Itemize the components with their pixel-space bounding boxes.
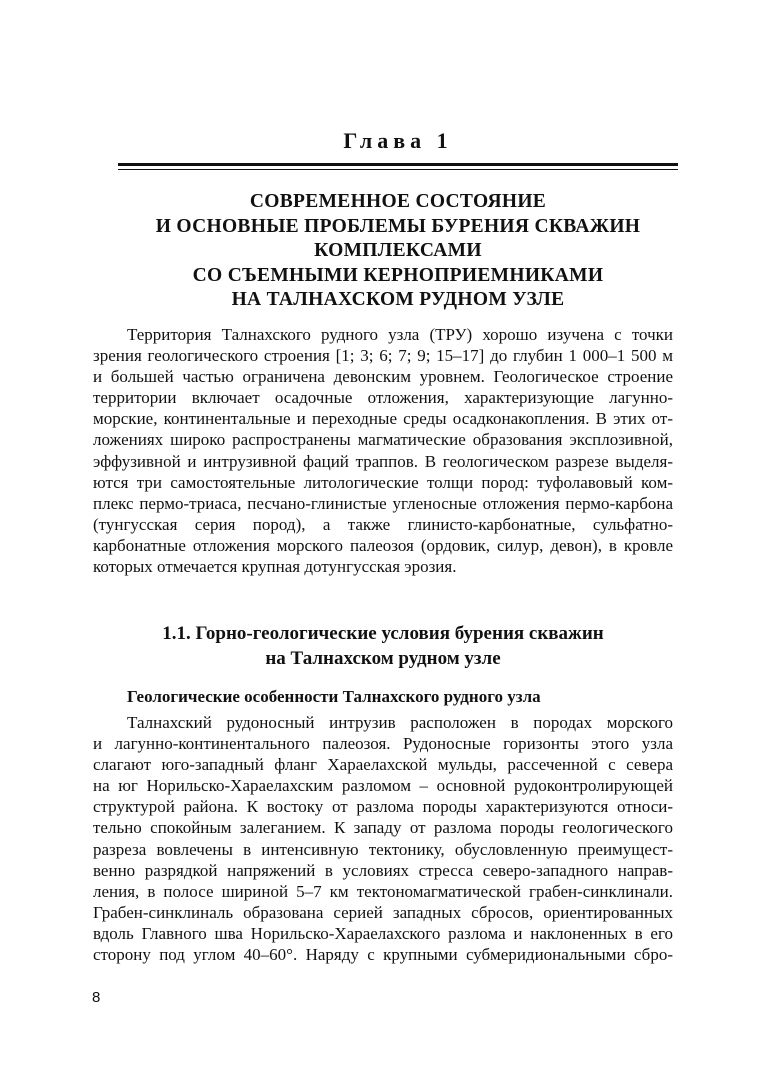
- text-line: ления, в полосе шириной 5–7 км тектономагматической грабен-синклинали.: [93, 881, 673, 901]
- chapter-rule-thick: [118, 163, 678, 166]
- text-line: разреза вовлечены в интенсивную тектонику, обусловленную преимущест-: [93, 839, 673, 859]
- text-line: структурой района. К востоку от разлома породы характеризуются относи-: [93, 797, 673, 817]
- text-line: морские, континентальные и переходные среды осадконакопления. В этих от-: [93, 409, 673, 429]
- section-title-line: на Талнахском рудном узле: [265, 648, 501, 669]
- text-line: ются три самостоятельные литологические толщи пород: туфолавовый ком-: [93, 472, 673, 492]
- text-line: которых отмечается крупная дотунгусская эрозия.: [93, 557, 457, 577]
- text-line: эффузивной и интрузивной фаций траппов. В геологическом разрезе выделя-: [93, 451, 673, 471]
- text-line: сторону под углом 40–60°. Наряду с крупными субмеридиональными сбро-: [93, 945, 673, 965]
- text-line: вдоль Главного шва Норильско-Хараелахского разлома и наклоненных в его: [93, 923, 673, 943]
- text-line: и большей частью ограничена девонским уровнем. Геологическое строение: [93, 367, 673, 387]
- section-paragraph: [93, 712, 673, 965]
- chapter-title-line: И ОСНОВНЫЕ ПРОБЛЕМЫ БУРЕНИЯ СКВАЖИН: [155, 215, 641, 237]
- text-line: на юг Норильско-Хараелахским разломом – основной рудоконтролирующей: [93, 776, 673, 796]
- text-line: слагают юго-западный фланг Хараелахской мульды, рассеченной с севера: [93, 755, 673, 775]
- chapter-title-line: НА ТАЛНАХСКОМ РУДНОМ УЗЛЕ: [231, 289, 565, 310]
- chapter-rule-thin: [118, 169, 678, 170]
- text-line: Территория Талнахского рудного узла (ТРУ) хорошо изучена с точки: [127, 325, 673, 344]
- page-number: 8: [92, 989, 101, 1006]
- chapter-title-line: СОВРЕМЕННОЕ СОСТОЯНИЕ: [249, 191, 547, 212]
- text-line: территории включает осадочные отложения, характеризующие лагунно-: [93, 388, 673, 408]
- text-line: тельно спокойным залеганием. К западу от разлома породы геологического: [93, 818, 673, 838]
- text-line: ложениях широко распространены магматические образования эксплозивной,: [93, 430, 673, 450]
- text-line: (тунгусская серия пород), а также глинисто-карбонатные, сульфатно-: [93, 514, 673, 534]
- text-line: венно разрядкой напряжений в условиях стресса северо-западного направ-: [93, 860, 673, 880]
- text-line: зрения геологического строения [1; 3; 6; 7; 9; 15–17] до глубин 1 000–1 500 м: [93, 346, 673, 366]
- section-title-line: 1.1. Горно-геологические условия бурения скважин: [162, 623, 604, 644]
- chapter-title: [118, 190, 678, 313]
- text-line: плекс пермо-триаса, песчано-глинистые угленосные отложения пермо-карбона: [93, 493, 673, 513]
- text-line: Грабен-синклиналь образована серией западных сбросов, ориентированных: [93, 902, 673, 922]
- subsection-title: Геологические особенности Талнахского рудного узла: [127, 687, 541, 706]
- text-line: и лагунно-континентального палеозоя. Рудоносные горизонты этого узла: [93, 734, 673, 754]
- text-line: карбонатные отложения морского палеозоя (ордовик, силур, девон), в кровле: [93, 535, 673, 555]
- chapter-title-line: СО СЪЕМНЫМИ КЕРНОПРИЕМНИКАМИ: [192, 264, 604, 286]
- text-line: Талнахский рудоносный интрузив расположен в породах морского: [127, 713, 673, 732]
- intro-paragraph: [93, 324, 673, 577]
- section-title: [93, 621, 673, 671]
- chapter-title-line: КОМПЛЕКСАМИ: [314, 240, 482, 261]
- chapter-label: Глава 1: [343, 128, 453, 153]
